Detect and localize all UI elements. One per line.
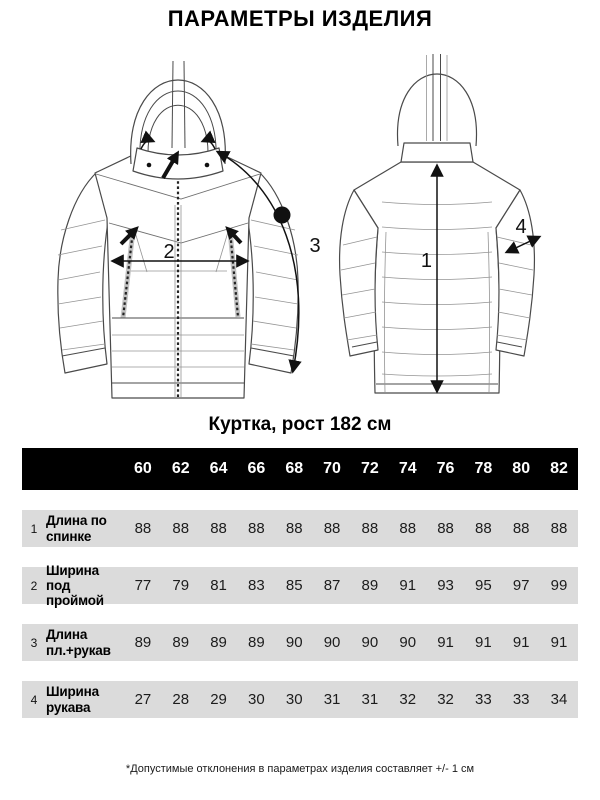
size-value-cell: 89 (210, 634, 227, 651)
table-row (22, 681, 578, 718)
size-column-header: 74 (398, 460, 417, 477)
page-title: ПАРАМЕТРЫ ИЗДЕЛИЯ (167, 6, 433, 31)
size-value-cell: 91 (475, 634, 492, 651)
row-label: Ширина под проймой (46, 562, 104, 609)
size-value-cell: 29 (210, 691, 227, 708)
size-value-cell: 99 (550, 577, 568, 594)
size-value-cell: 97 (512, 577, 530, 594)
size-value-cell: 91 (512, 634, 530, 651)
size-column-header: 64 (209, 460, 228, 477)
table-row (22, 510, 578, 547)
size-value-cell: 89 (172, 634, 190, 651)
size-column-header: 70 (323, 460, 341, 477)
front-hood (131, 61, 226, 164)
measure-label-chest-width: 2 (163, 241, 175, 263)
size-value-cell: 88 (512, 520, 530, 537)
size-value-cell: 31 (361, 691, 379, 708)
size-value-cell: 89 (361, 577, 379, 594)
size-value-cell: 79 (172, 577, 190, 594)
row-number: 1 (30, 521, 38, 536)
jacket-back-diagram (334, 40, 554, 412)
measure-label-sleeve-width: 4 (515, 216, 527, 238)
size-value-cell: 88 (248, 520, 265, 537)
row-label: Ширина рукава (46, 684, 99, 715)
size-value-cell: 88 (134, 520, 152, 537)
size-value-cell: 88 (285, 520, 303, 537)
sleeve-dot-marker (274, 207, 291, 224)
size-value-cell: 33 (512, 691, 530, 708)
size-value-cell: 28 (172, 691, 190, 708)
size-value-cell: 89 (134, 634, 152, 651)
back-collar (401, 143, 473, 162)
size-column-header: 62 (171, 460, 190, 477)
size-value-cell: 88 (399, 520, 417, 537)
size-value-cell: 89 (248, 634, 265, 651)
measure-label-back-length: 1 (420, 250, 432, 272)
table-row (22, 624, 578, 661)
size-value-cell: 30 (285, 691, 303, 708)
size-value-cell: 77 (134, 577, 152, 594)
size-value-cell: 90 (399, 634, 417, 651)
size-value-cell: 91 (550, 634, 568, 651)
size-value-cell: 88 (210, 520, 227, 537)
size-value-cell: 91 (437, 634, 454, 651)
row-number: 4 (30, 692, 38, 707)
collar-snap-right (205, 163, 210, 168)
front-right-sleeve (247, 172, 298, 373)
row-number: 2 (30, 578, 38, 593)
jacket-front-diagram (45, 40, 335, 412)
size-value-cell: 32 (399, 691, 417, 708)
back-hood (398, 54, 477, 146)
size-value-cell: 34 (550, 691, 568, 708)
size-column-header: 68 (285, 460, 304, 477)
row-label: Длина по спинке (46, 513, 107, 544)
size-value-cell: 83 (248, 577, 265, 594)
size-table (22, 448, 578, 718)
size-value-cell: 91 (399, 577, 417, 594)
size-value-cell: 32 (437, 691, 454, 708)
size-column-header: 72 (360, 460, 379, 477)
size-value-cell: 30 (248, 691, 265, 708)
size-value-cell: 88 (323, 520, 341, 537)
size-value-cell: 87 (323, 577, 341, 594)
size-value-cell: 81 (210, 577, 227, 594)
size-value-cell: 88 (361, 520, 379, 537)
size-value-cell: 85 (285, 577, 303, 594)
size-value-cell: 88 (550, 520, 568, 537)
size-column-header: 82 (550, 460, 568, 477)
size-column-header: 80 (512, 460, 531, 477)
size-value-cell: 95 (475, 577, 492, 594)
row-label: Длина пл.+рукав (46, 627, 111, 658)
product-subtitle: Куртка, рост 182 см (208, 414, 392, 435)
collar-snap-left (147, 163, 152, 168)
tolerance-footnote: *Допустимые отклонения в параметрах изделия составляет +/- 1 см (125, 763, 475, 775)
size-value-cell: 90 (361, 634, 379, 651)
size-value-cell: 31 (323, 691, 341, 708)
front-left-sleeve (58, 172, 109, 373)
measure-label-shoulder-sleeve: 3 (309, 235, 321, 257)
size-value-cell: 33 (475, 691, 492, 708)
size-value-cell: 90 (285, 634, 303, 651)
size-value-cell: 88 (437, 520, 454, 537)
size-value-cell: 88 (475, 520, 492, 537)
size-value-cell: 27 (134, 691, 152, 708)
size-column-header: 60 (134, 460, 152, 477)
row-number: 3 (30, 635, 38, 650)
size-value-cell: 88 (172, 520, 190, 537)
size-column-header: 76 (436, 460, 455, 477)
size-column-header: 78 (474, 460, 493, 477)
size-value-cell: 93 (437, 577, 454, 594)
size-column-header: 66 (247, 460, 266, 477)
table-row (22, 562, 578, 609)
table-header-row (22, 448, 578, 490)
size-value-cell: 90 (323, 634, 341, 651)
table-header-label: Размеры (46, 461, 105, 477)
